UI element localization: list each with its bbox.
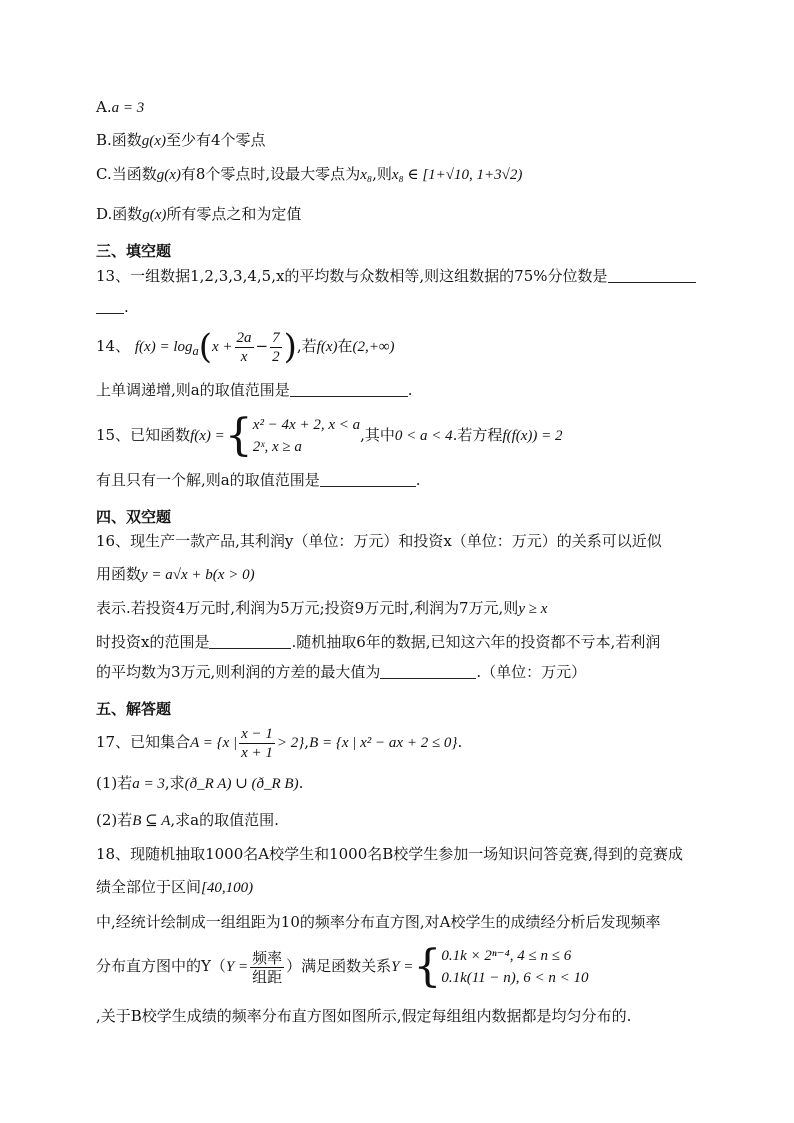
option-b <box>96 129 266 152</box>
option-c-label: C.当函数 <box>96 165 157 183</box>
q17-frac-num: x − 1 <box>241 725 273 742</box>
question-13-cont <box>96 296 129 318</box>
q18-frac-num: 频率 <box>252 948 283 967</box>
q14-end: . <box>407 381 413 399</box>
q14-frac2-den: 2 <box>272 348 280 365</box>
q18-interval: [40,100) <box>201 880 254 896</box>
option-d-label: D.函数 <box>96 205 143 223</box>
q13-blank-cont <box>96 297 124 314</box>
question-17 <box>96 720 462 765</box>
question-17-part1 <box>96 772 303 795</box>
question-15-cont <box>96 469 421 491</box>
q13-blank[interactable] <box>608 266 696 283</box>
question-16-line4 <box>96 631 660 653</box>
question-18-line4 <box>96 943 589 990</box>
q15-fx: f(x) = <box>190 428 225 444</box>
q15-case2: 2ˣ, x ≥ a <box>252 439 302 455</box>
q17-p2-post: ,求a的取值范围. <box>170 811 279 829</box>
question-16-line1: 16、现生产一款产品,其利润y（单位：万元）和投资x（单位：万元）的关系可以近似 <box>96 532 662 550</box>
q15-end: . <box>415 471 421 489</box>
option-b-fn: g(x) <box>141 133 166 149</box>
q15-lead: 15、已知函数 <box>96 426 191 444</box>
q13-text: 13、一组数据1,2,3,3,4,5,x的平均数与众数相等,则这组数据的75%分位数是 <box>96 267 608 285</box>
question-16-line5 <box>96 661 586 683</box>
q16-line4-post: .随机抽取6年的数据,已知这六年的投资都不亏本,若利润 <box>291 633 661 651</box>
q15-cases <box>253 414 360 458</box>
q14-frac-den: x <box>240 348 248 365</box>
q15-eq: f(f(x)) = 2 <box>502 428 563 444</box>
q16-line3: 表示.若投资4万元时,利润为5万元;投资9万元时,利润为7万元,则 <box>96 599 519 617</box>
q18-cases <box>441 945 588 989</box>
question-18-line2 <box>96 876 253 899</box>
q14-log-base: a <box>192 344 199 358</box>
q18-frac-den: 组距 <box>252 967 283 986</box>
option-b-text: 至少有4个零点 <box>165 131 266 149</box>
q14-paren-close: ) <box>283 327 297 367</box>
q15-cond: 0 < a < 4 <box>394 428 453 444</box>
q16-line5-post: .（单位：万元） <box>476 663 587 681</box>
q14-in: 在 <box>337 337 353 355</box>
q17-lead: 17、已知集合 <box>96 733 191 751</box>
q18-line4-mid: ）满足函数关系 <box>286 957 392 975</box>
q14-line2: 上单调递增,则a的取值范围是 <box>96 381 290 399</box>
q16-blank1[interactable] <box>209 632 291 649</box>
q16-line4-pre: 时投资x的范围是 <box>96 633 210 651</box>
q15-mid: ,其中 <box>360 426 395 444</box>
q18-Y: Y = <box>225 959 249 975</box>
option-d <box>96 203 301 226</box>
q14-paren-open: ( <box>198 327 212 367</box>
q14-frac-2a-x <box>235 329 254 366</box>
q17-p1-cond: a = 3 <box>132 776 165 792</box>
q17-frac <box>239 725 275 762</box>
q17-comma: , <box>304 733 310 751</box>
q18-line4-pre: 分布直方图中的Y（ <box>96 957 226 975</box>
question-18-line3: 中,经统计绘制成一组组距为10的频率分布直方图,对A校学生的成绩经分析后发现频率 <box>96 913 661 931</box>
q14-x: x + <box>212 339 233 355</box>
q14-frac-7-2 <box>270 329 282 366</box>
q15-mid2: .若方程 <box>452 426 503 444</box>
q17-setA-post: > 2} <box>276 735 305 751</box>
q14-interval: (2,+∞) <box>352 339 395 355</box>
q17-p2-pre: (2)若 <box>96 811 133 829</box>
question-18-line5: ,关于B校学生成绩的频率分布直方图如图所示,假定每组组内数据都是均匀分布的. <box>96 1007 632 1025</box>
option-c-fn: g(x) <box>156 167 181 183</box>
q18-line2-pre: 绩全部位于区间 <box>96 878 202 896</box>
q17-setB: B = {x | x² − ax + 2 ≤ 0} <box>309 735 458 751</box>
question-16-line2 <box>96 563 255 586</box>
option-a <box>96 96 144 119</box>
option-c <box>96 163 522 186</box>
question-17-part2 <box>96 809 279 832</box>
q17-p1-expr: (ð_R A) ∪ (ð_R B) <box>184 776 299 792</box>
option-a-math: a = 3 <box>111 100 145 116</box>
q18-case2: 0.1k(11 − n), 6 < n < 10 <box>441 970 589 986</box>
q15-blank[interactable] <box>320 470 416 487</box>
option-c-set: x₈ ∈ [1+√10, 1+3√2) <box>391 167 523 183</box>
q17-end: . <box>457 733 463 751</box>
q17-p2-cond: B ⊆ A <box>132 813 171 829</box>
question-14 <box>96 326 395 371</box>
q16-line5-pre: 的平均数为3万元,则利润的方差的最大值为 <box>96 663 381 681</box>
q15-case1: x² − 4x + 2, x < a <box>252 417 361 433</box>
q16-blank2[interactable] <box>380 662 476 679</box>
question-16-line3 <box>96 597 547 620</box>
q13-end: . <box>124 298 129 316</box>
q14-blank[interactable] <box>290 380 408 397</box>
q14-lead: 14、 <box>96 337 131 355</box>
q18-case1: 0.1k × 2ⁿ⁻⁴, 4 ≤ n ≤ 6 <box>441 948 572 964</box>
q18-brace: { <box>413 941 442 992</box>
q14-frac2-num: 7 <box>272 329 280 346</box>
section-double-heading: 四、双空题 <box>96 508 172 526</box>
question-15 <box>96 412 563 459</box>
q14-frac-num: 2a <box>236 329 252 346</box>
q17-p1-pre: (1)若 <box>96 774 133 792</box>
q16-line3-math: y ≥ x <box>518 601 548 617</box>
q16-line2-pre: 用函数 <box>96 565 142 583</box>
q15-line2: 有且只有一个解,则a的取值范围是 <box>96 471 320 489</box>
option-c-x8: x₈ <box>360 167 373 183</box>
q14-log: f(x) = log <box>134 339 193 355</box>
q15-brace: { <box>224 410 253 461</box>
q17-setA-pre: A = {x | <box>190 735 238 751</box>
option-d-text: 所有零点之和为定值 <box>166 205 302 223</box>
question-13 <box>96 265 696 287</box>
q14-after: ,若 <box>296 337 317 355</box>
q17-p1-end: . <box>298 774 304 792</box>
section-fill-heading: 三、填空题 <box>96 242 172 260</box>
question-18-line1: 18、现随机抽取1000名A校学生和1000名B校学生参加一场知识问答竞赛,得到的竞赛成 <box>96 845 684 863</box>
option-c-text: 有8个零点时,设最大零点为 <box>180 165 361 183</box>
option-d-fn: g(x) <box>142 207 167 223</box>
q17-frac-den: x + 1 <box>241 744 273 761</box>
section-answer-heading: 五、解答题 <box>96 700 172 718</box>
question-14-cont <box>96 379 413 401</box>
option-c-text2: ,则 <box>372 165 392 183</box>
q17-p1-mid: ,求 <box>164 774 185 792</box>
option-a-label: A. <box>96 98 112 116</box>
option-b-label: B.函数 <box>96 131 142 149</box>
q18-Yeq: Y = <box>391 959 414 975</box>
q16-formula: y = a√x + b(x > 0) <box>141 567 255 583</box>
q14-minus: − <box>255 337 269 355</box>
q18-frac <box>250 949 284 986</box>
q14-fx: f(x) <box>316 339 338 355</box>
